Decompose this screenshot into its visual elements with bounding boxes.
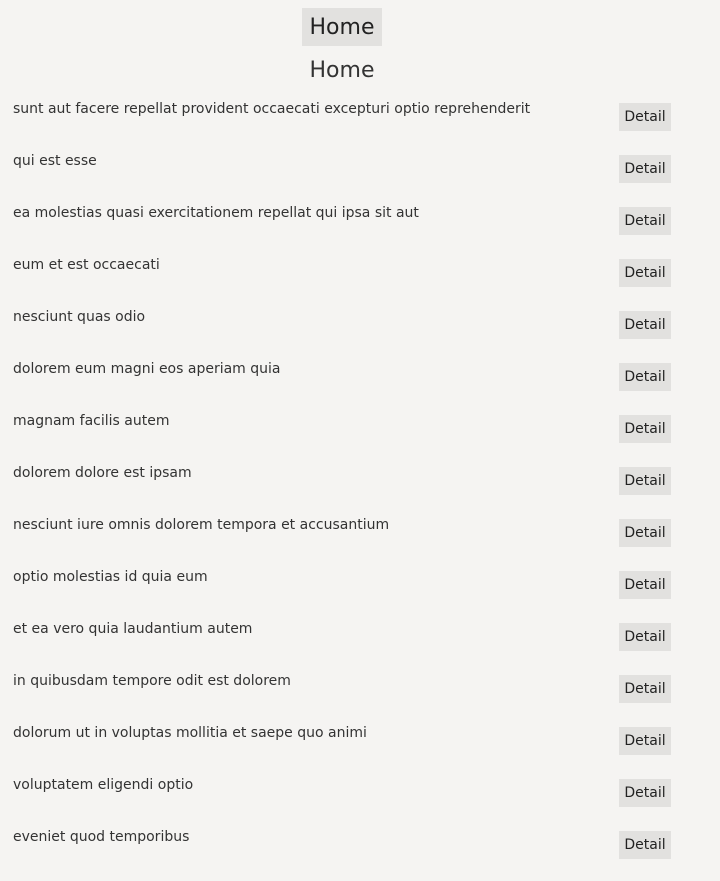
detail-button[interactable]: Detail: [619, 155, 671, 183]
detail-button[interactable]: Detail: [619, 779, 671, 807]
post-title: magnam facilis autem: [13, 413, 170, 429]
list-item: [0, 361, 720, 413]
list-item: [0, 517, 720, 569]
post-title: optio molestias id quia eum: [13, 569, 208, 585]
post-title: ea molestias quasi exercitationem repellat qui ipsa sit aut: [13, 205, 419, 221]
detail-button[interactable]: Detail: [619, 467, 671, 495]
list-item: [0, 465, 720, 517]
list-item: [0, 101, 720, 153]
page-title: Home: [309, 58, 375, 83]
post-title: voluptatem eligendi optio: [13, 777, 194, 793]
list-item: [0, 205, 720, 257]
list-item: [0, 257, 720, 309]
detail-button[interactable]: Detail: [619, 571, 671, 599]
list-item: [0, 153, 720, 205]
home-nav-button[interactable]: Home: [302, 8, 382, 46]
post-title: eveniet quod temporibus: [13, 829, 190, 845]
post-title: et ea vero quia laudantium autem: [13, 621, 253, 637]
detail-button[interactable]: Detail: [619, 363, 671, 391]
post-title: in quibusdam tempore odit est dolorem: [13, 673, 291, 689]
post-title: dolorem dolore est ipsam: [13, 465, 192, 481]
detail-button[interactable]: Detail: [619, 675, 671, 703]
list-item: [0, 673, 720, 725]
detail-button[interactable]: Detail: [619, 259, 671, 287]
detail-button[interactable]: Detail: [619, 311, 671, 339]
post-title: dolorem eum magni eos aperiam quia: [13, 361, 281, 377]
post-title: dolorum ut in voluptas mollitia et saepe quo animi: [13, 725, 367, 741]
post-title: eum et est occaecati: [13, 257, 160, 273]
list-item: [0, 309, 720, 361]
detail-button[interactable]: Detail: [619, 727, 671, 755]
list-item: [0, 725, 720, 777]
post-title: sunt aut facere repellat provident occaecati excepturi optio reprehenderit: [13, 101, 531, 117]
list-item: [0, 777, 720, 829]
detail-button[interactable]: Detail: [619, 623, 671, 651]
detail-button[interactable]: Detail: [619, 831, 671, 859]
post-list: [0, 101, 720, 881]
detail-button[interactable]: Detail: [619, 103, 671, 131]
list-item: [0, 621, 720, 673]
detail-button[interactable]: Detail: [619, 415, 671, 443]
post-title: qui est esse: [13, 153, 97, 169]
list-item: [0, 413, 720, 465]
detail-button[interactable]: Detail: [619, 207, 671, 235]
detail-button[interactable]: Detail: [619, 519, 671, 547]
post-title: nesciunt iure omnis dolorem tempora et accusantium: [13, 517, 390, 533]
post-title: nesciunt quas odio: [13, 309, 146, 325]
list-item: [0, 569, 720, 621]
list-item: [0, 829, 720, 881]
